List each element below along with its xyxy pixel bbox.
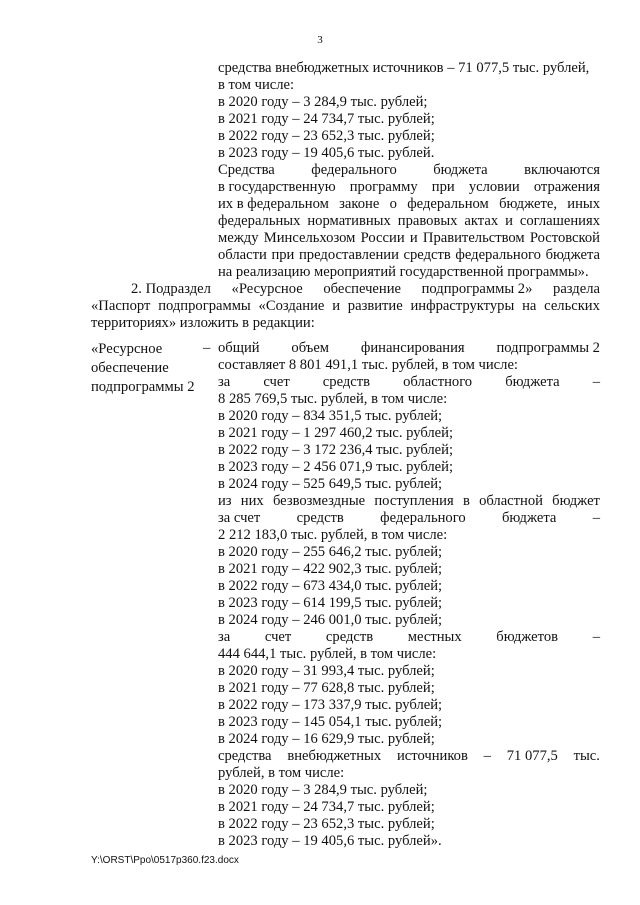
word: безвозмездные [272,493,366,509]
word: обеспечение [323,281,401,297]
year-line: в 2023 году – 145 054,1 тыс. рублей; [218,714,443,730]
year-line: в 2020 году – 3 284,9 тыс. рублей; [218,782,428,798]
word: за [218,629,231,645]
word: в [462,493,470,509]
page-number: 3 [317,34,323,46]
word: поступления [374,493,454,509]
justified-line [218,748,600,764]
word: федеральном [407,196,489,212]
justified-line [131,281,600,297]
year-line: в 2024 году – 16 629,9 тыс. рублей; [218,731,435,747]
word: федерального [311,162,397,178]
justified-line [218,247,600,263]
word: о [389,196,397,212]
label-line: обеспечение [91,360,169,376]
word: бюджета [505,374,560,390]
year-line: в 2024 году – 525 649,5 тыс. рублей; [218,476,443,492]
word: и [332,298,340,314]
word: тыс. [573,748,600,764]
word: включаются [524,162,600,178]
word: отражения [533,179,600,195]
word: развитие [347,298,403,314]
year-line: в 2021 году – 422 902,3 тыс. рублей; [218,561,443,577]
word: – [592,510,600,526]
text-line: рублей, в том числе: [218,765,345,781]
justified-line [218,162,600,178]
text-line: составляет 8 801 491,1 тыс. рублей, в том числе: [218,357,518,373]
word: их в федеральном [218,196,329,212]
word: счет [264,629,292,645]
word: за счет [218,510,261,526]
word: иных [567,196,600,212]
justified-line [218,340,600,356]
year-line: в 2023 году – 614 199,5 тыс. рублей; [218,595,443,611]
word: актах [464,213,499,229]
text-line: на реализацию мероприятий государственной программы». [218,264,589,280]
year-line: в 2022 году – 673 434,0 тыс. рублей; [218,578,443,594]
word: сельских [544,298,600,314]
year-line: в 2020 году – 834 351,5 тыс. рублей; [218,408,443,424]
word: области [218,247,267,263]
year-line: в 2021 году – 1 297 460,2 тыс. рублей; [218,425,454,441]
word: «Создание [258,298,325,314]
word: бюджет [552,493,600,509]
text-line: 444 644,1 тыс. рублей, в том числе: [218,646,437,662]
word: Ростовской [529,230,600,246]
year-line: в 2021 году – 77 628,8 тыс. рублей; [218,680,435,696]
justified-line [218,213,600,229]
word: России [360,230,405,246]
word: – [592,629,600,645]
text-line: средства внебюджетных источников – 71 077,5 тыс. рублей, [218,60,590,76]
word: средств [322,374,371,390]
word: бюджета [501,510,557,526]
year-line: в 2020 году – 255 646,2 тыс. рублей; [218,544,443,560]
word: бюджетов [496,629,559,645]
file-path-footer: Y:\ORST\Ppo\0517p360.f23.docx [91,855,239,866]
word: бюджета [433,162,488,178]
word: федерального [380,510,466,526]
label-dash: – [203,340,211,356]
word: при [271,247,295,263]
year-line: в 2020 году – 31 993,4 тыс. рублей; [218,663,435,679]
word: – [592,374,600,390]
word: 71 077,5 [506,748,558,764]
word: раздела [553,281,600,297]
label-line: подпрограммы 2 [91,379,195,395]
word: местных [407,629,462,645]
justified-line [218,179,600,195]
word: Правительством [422,230,525,246]
word: федерального [455,247,541,263]
year-line: в 2022 году – 23 652,3 тыс. рублей; [218,816,435,832]
text-line: в 2022 году – 23 652,3 тыс. рублей; [218,128,435,144]
word: инфраструктуры [410,298,515,314]
label-line: «Ресурсное [91,341,163,357]
word: при [431,179,455,195]
word: общий [218,340,260,356]
word: и [409,230,418,246]
text-line: 8 285 769,5 тыс. рублей, в том числе: [218,391,448,407]
word: объем [291,340,330,356]
word: внебюджетных [287,748,382,764]
word: Средства [218,162,275,178]
word: счет [263,374,290,390]
word: средств [296,510,344,526]
text-line: территориях» изложить в редакции: [91,315,315,331]
word: соглашениях [519,213,600,229]
word: областной [479,493,543,509]
word: федеральных [218,213,301,229]
justified-line [218,230,600,246]
word: них [240,493,264,509]
word: нормативных [307,213,391,229]
text-line: в 2023 году – 19 405,6 тыс. рублей. [218,145,435,161]
text-line: в том числе: [218,77,295,93]
word: и [505,213,513,229]
justified-line [218,196,600,212]
word: за [218,374,231,390]
word: в государственную [218,179,336,195]
text-line: в 2020 году – 3 284,9 тыс. рублей; [218,94,428,110]
year-line: в 2022 году – 3 172 236,4 тыс. рублей; [218,442,454,458]
justified-line [218,374,600,390]
year-line: в 2023 году – 2 456 071,9 тыс. рублей; [218,459,454,475]
year-line: в 2024 году – 246 001,0 тыс. рублей; [218,612,443,628]
word: подпрограммы 2» [421,281,533,297]
text-line: в 2021 году – 24 734,7 тыс. рублей; [218,111,435,127]
word: бюджета [545,247,600,263]
word: между [218,230,259,246]
word: предоставлении [299,247,399,263]
year-line: в 2022 году – 173 337,9 тыс. рублей; [218,697,443,713]
justified-line [218,510,600,526]
justified-line [218,629,600,645]
word: Минсельхозом [263,230,356,246]
word: законе [339,196,380,212]
year-line: в 2023 году – 19 405,6 тыс. рублей». [218,833,442,849]
word: средства [218,748,272,764]
word: областного [403,374,473,390]
word: подпрограммы 2 [496,340,600,356]
word: условии [468,179,520,195]
word: «Ресурсное [231,281,303,297]
word: средств [403,247,451,263]
text-line: 2 212 183,0 тыс. рублей, в том числе: [218,527,448,543]
word: правовых [397,213,458,229]
word: источников [396,748,468,764]
word: подпрограммы [158,298,251,314]
word: финансирования [360,340,465,356]
justified-line [218,493,600,509]
word: программу [349,179,418,195]
word: бюджете, [499,196,557,212]
word: из [218,493,232,509]
word: на [522,298,537,314]
justified-line [91,298,600,314]
year-line: в 2021 году – 24 734,7 тыс. рублей; [218,799,435,815]
word: «Паспорт [91,298,151,314]
word: средств [325,629,374,645]
word: – [483,748,491,764]
word: 2. Подраздел [131,281,211,297]
